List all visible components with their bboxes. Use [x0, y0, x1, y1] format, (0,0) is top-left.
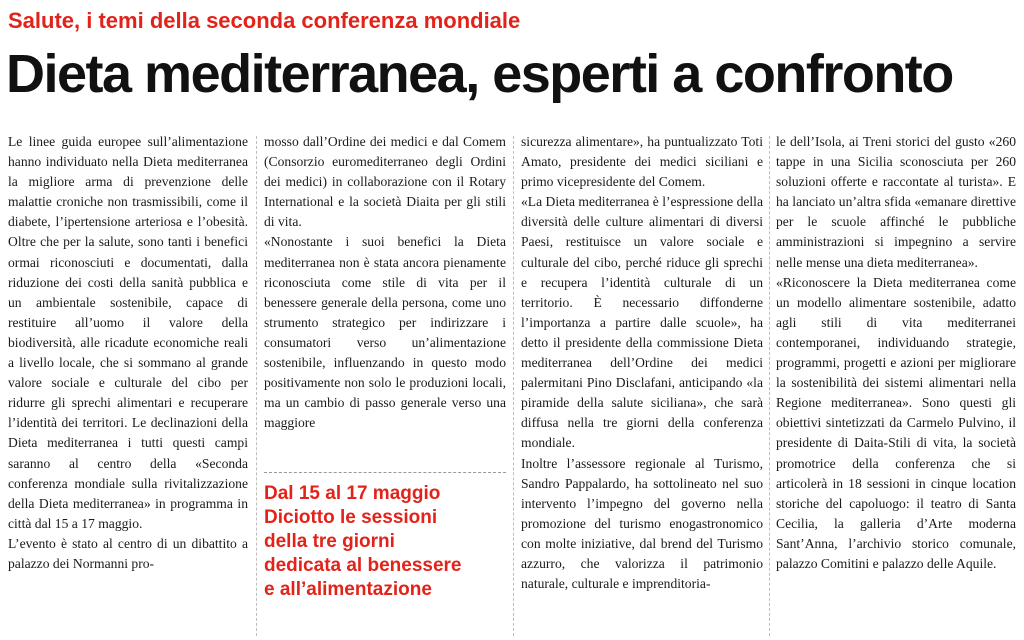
paragraph: le dell’Isola, ai Treni storici del gusto «260 tappe in una Sicilia sconosciuta per 260 soluzioni offerte e raccontate al turista». E ha lanciato un’altra sfida «emanare direttive per le scuole affinché le pubbliche amministrazioni si impegnino a servire nelle mense una dieta mediterranea».: [776, 134, 1016, 270]
paragraph: «Riconoscere la Dieta mediterranea come un modello alimentare sostenibile, adatto agli stili di vita mediterranei contemporanei, individuando strategie, programmi, progetti e azioni per migliorare la sostenibilità dei sistemi alimentari nella Regione mediterranea». Sono questi gli obiettivi sintetizzati da Carmelo Pulvino, il presidente di Daita-Stili di vita, la società promotrice della conferenza che si articolerà in 18 sessioni in cinque location storiche del capoluogo: il teatro di Santa Cecilia, la galleria d’Arte moderna Sant’Anna, l’archivio storico comunale, palazzo Comitini e palazzo delle Aquile.: [776, 274, 1016, 571]
callout-line: Diciotto le sessioni: [264, 507, 438, 528]
callout-line: dedicata al benessere: [264, 555, 462, 576]
paragraph: Le linee guida europee sull’alimentazione hanno individuato nella Dieta mediterranea la migliore arma di prevenzione delle malattie croniche non trasmissibili, come il diabete, l’ipertensione arteriosa e l’obesità. Oltre che per la salute, sono tanti i benefici ormai riconosciuti e documentati, dalla riduzione dei costi della sanità pubblica e un ambientale sostenibile, capace di restituire all’uomo il valore della biodiversità, alle ricadute economiche reali a livello locale, che si sommano al grande valore sociale e culturale del cibo per ridurre gli sprechi alimentari e recuperare l’identità dei territori. Le declinazioni della Dieta mediterranea i tutti questi campi saranno al centro della «Seconda conferenza mondiale sulla rivitalizzazione della Dieta mediterranea» in programma in città dal 15 a 17 maggio.: [8, 134, 248, 531]
callout-line: della tre giorni: [264, 531, 395, 552]
article-column-3: [521, 132, 763, 594]
callout-line: e all’alimentazione: [264, 579, 432, 600]
article-kicker: Salute, i temi della seconda conferenza mondiale: [8, 8, 521, 33]
callout-line: Dal 15 al 17 maggio: [264, 483, 441, 504]
article-column-1: [8, 132, 248, 574]
paragraph: Inoltre l’assessore regionale al Turismo, Sandro Pappalardo, ha sottolineato nel suo intervento l’impegno del governo nella promozione del turismo enogastronomico con molte iniziative, dal brend del Turismo azzurro, che valorizza il patrimonio naturale, culturale e imprenditoria-: [521, 455, 763, 592]
column-divider: [769, 136, 770, 636]
paragraph: «Nonostante i suoi benefici la Dieta mediterranea non è stata ancora pienamente riconosciuta come stile di vita per il benessere generale della persona, come uno strumento strategico per indirizzare i consumatori verso un’alimentazione sostenibile, influenzando in questo modo positivamente non solo le produzioni locali, ma un cambio di passo generale verso una maggiore: [264, 234, 506, 431]
article-headline: Dieta mediterranea, esperti a confronto: [6, 44, 953, 104]
article-column-4: [776, 132, 1016, 574]
article-column-2: [264, 132, 506, 433]
callout-divider: [264, 472, 506, 473]
paragraph: mosso dall’Ordine dei medici e dal Comem (Consorzio euromediterraneo degli Ordini dei medici) in collaborazione con il Rotary International e la società Diaita per gli stili di vita.: [264, 134, 506, 230]
paragraph: «La Dieta mediterranea è l’espressione della diversità delle culture alimentari di diversi Paesi, restituisce un valore sociale e culturale del cibo, perché riduce gli sprechi e recupera l’identità culturale di un territorio. È necessario diffonderne l’importanza a partire dalle scuole», ha detto il presidente della commissione Dieta mediterranea dell’Ordine dei medici palermitani Pino Disclafani, anticipando «la piramide della salute siciliana», che sarà diffusa nella tre giorni della conferenza mondiale.: [521, 194, 763, 451]
paragraph: sicurezza alimentare», ha puntualizzato Toti Amato, presidente dei medici siciliani e primo vicepresidente del Comem.: [521, 134, 763, 190]
column-divider: [256, 136, 257, 636]
pull-quote-callout: [264, 482, 514, 602]
paragraph: L’evento è stato al centro di un dibattito a palazzo dei Normanni pro-: [8, 535, 248, 571]
